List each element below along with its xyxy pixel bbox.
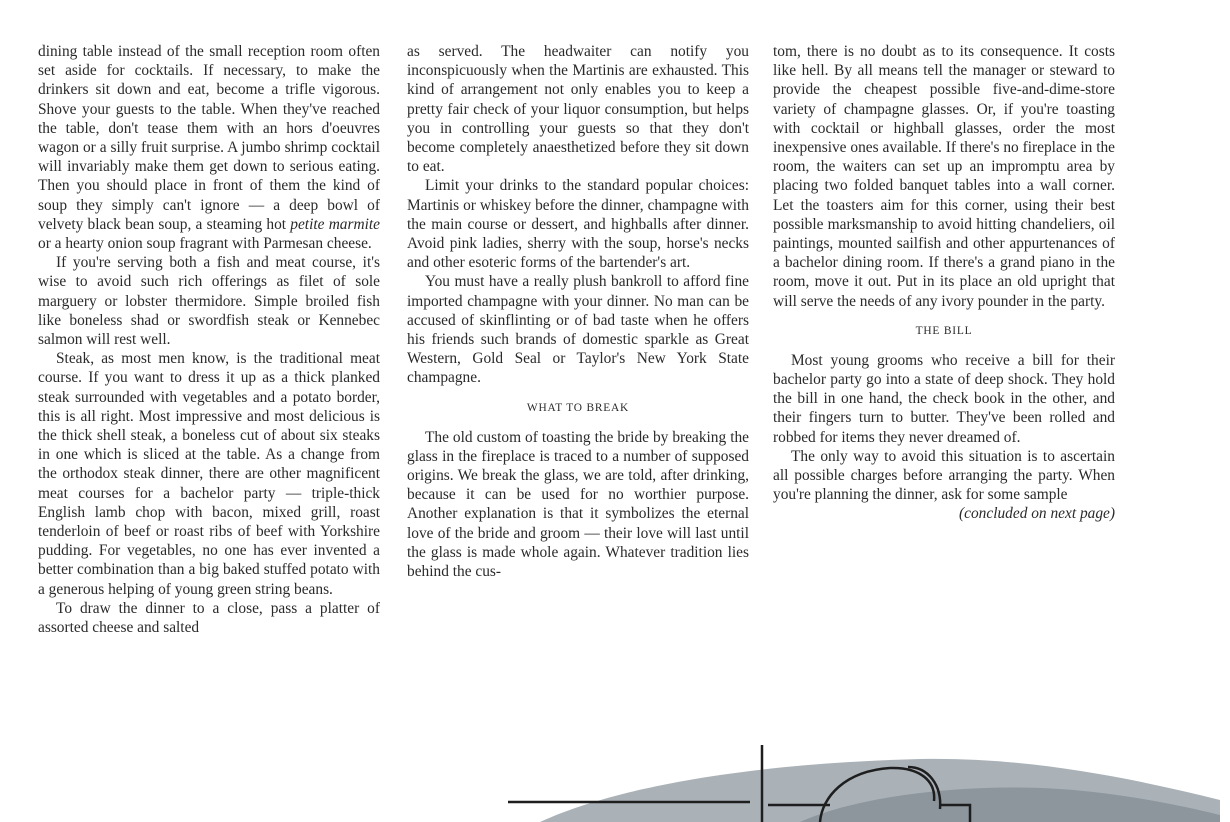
paragraph: To draw the dinner to a close, pass a platter of assorted cheese and salted — [38, 599, 380, 637]
illustration — [500, 745, 1220, 822]
paragraph: as served. The headwaiter can notify you inconspicuously when the Martinis are exhausted. This kind of arrangement not only enables you to keep a pretty fair check of your liquor consumption, but helps you in controlling your guests so that they don't become completely anaesthetized before they sit down to eat. — [407, 43, 749, 176]
column-3 — [773, 42, 1115, 524]
paragraph: dining table instead of the small reception room often set aside for cocktails. If necessary, to make the drinkers sit down and eat, become a trifle vigorous. Shove your guests to the table. When they've reached the table, don't tease them with an hors d'oeuvres wagon or a silly fruit surprise. A jumbo shrimp cocktail will invariably make them get down to serious eating. Then you should place in front of them the kind of soup they simply can't ignore — a deep bowl of velvety black bean soup, a steaming hot petite marmite or a hearty onion soup fragrant with Parmesan cheese. — [38, 43, 380, 253]
italic-phrase: petite marmite — [290, 215, 380, 233]
continued-note: (concluded on next page) — [959, 505, 1115, 523]
paragraph: Steak, as most men know, is the traditional meat course. If you want to dress it up as a thick planked steak surrounded with vegetables and a potato border, this is all right. Most impressive and most delicious is the thick shell steak, a boneless cut of about six steaks in one which is sliced at the table. As a change from the orthodox steak dinner, there are other magnificent meat courses for a bachelor party — triple-thick English lamb chop with bacon, mixed grill, roast tenderloin of beef or roast ribs of beef with Yorkshire pudding. For vegetables, no one has ever invented a better combination than a big baked stuffed potato with a generous helping of young green string beans. — [38, 350, 380, 598]
column-2 — [407, 42, 749, 581]
section-heading: WHAT TO BREAK — [526, 401, 630, 414]
paragraph: The only way to avoid this situation is to ascertain all possible charges before arranging the party. When you're planning the dinner, ask for some sample — [773, 447, 1115, 504]
paragraph: The old custom of toasting the bride by breaking the glass in the fireplace is traced to a number of supposed origins. We break the glass, we are told, after drinking, because it can be used for no worthier purpose. Another explanation is that it symbolizes the eternal love of the bride and groom — their love will last until the glass is made whole again. Whatever tradition lies behind the cus- — [407, 428, 749, 581]
paragraph: Limit your drinks to the standard popular choices: Martinis or whiskey before the dinner, champagne with the main course or dessert, and highballs after dinner. Avoid pink ladies, sherry with the soup, horse's necks and other esoteric forms of the bartender's art. — [407, 177, 749, 272]
paragraph: You must have a really plush bankroll to afford fine imported champagne with your dinner. No man can be accused of skinflinting or of bad taste when he offers his friends such brands of domestic sparkle as Great Western, Gold Seal or Taylor's New York State champagne. — [407, 273, 749, 387]
paragraph: tom, there is no doubt as to its consequence. It costs like hell. By all means tell the manager or steward to provide the cheapest possible five-and-dime-store variety of champagne glasses. Or, if you're toasting with cocktail or highball glasses, order the most inexpensive ones available. If there's no fireplace in the room, the waiters can set up an impromptu area by placing two folded banquet tables into a wall corner. Let the toasters aim for this corner, using their best possible marksmanship to avoid hitting chandeliers, oil paintings, mounted sailfish and other appurtenances of a bachelor dining room. If there's a grand piano in the room, move it out. Put in its place an old upright that will serve the needs of any ivory pounder in the party. — [773, 43, 1115, 310]
paragraph: Most young grooms who receive a bill for their bachelor party go into a state of deep shock. They hold the bill in one hand, the check book in the other, and their fingers turn to butter. They've been rolled and robbed for items they never dreamed of. — [773, 351, 1115, 446]
section-heading: THE BILL — [915, 324, 973, 337]
paragraph: If you're serving both a fish and meat course, it's wise to avoid such rich offerings as filet of sole marguery or lobster thermidore. Simple broiled fish like boneless shad or swordfish steak or Kennebec salmon will rest well. — [38, 254, 380, 349]
column-1 — [38, 42, 380, 637]
